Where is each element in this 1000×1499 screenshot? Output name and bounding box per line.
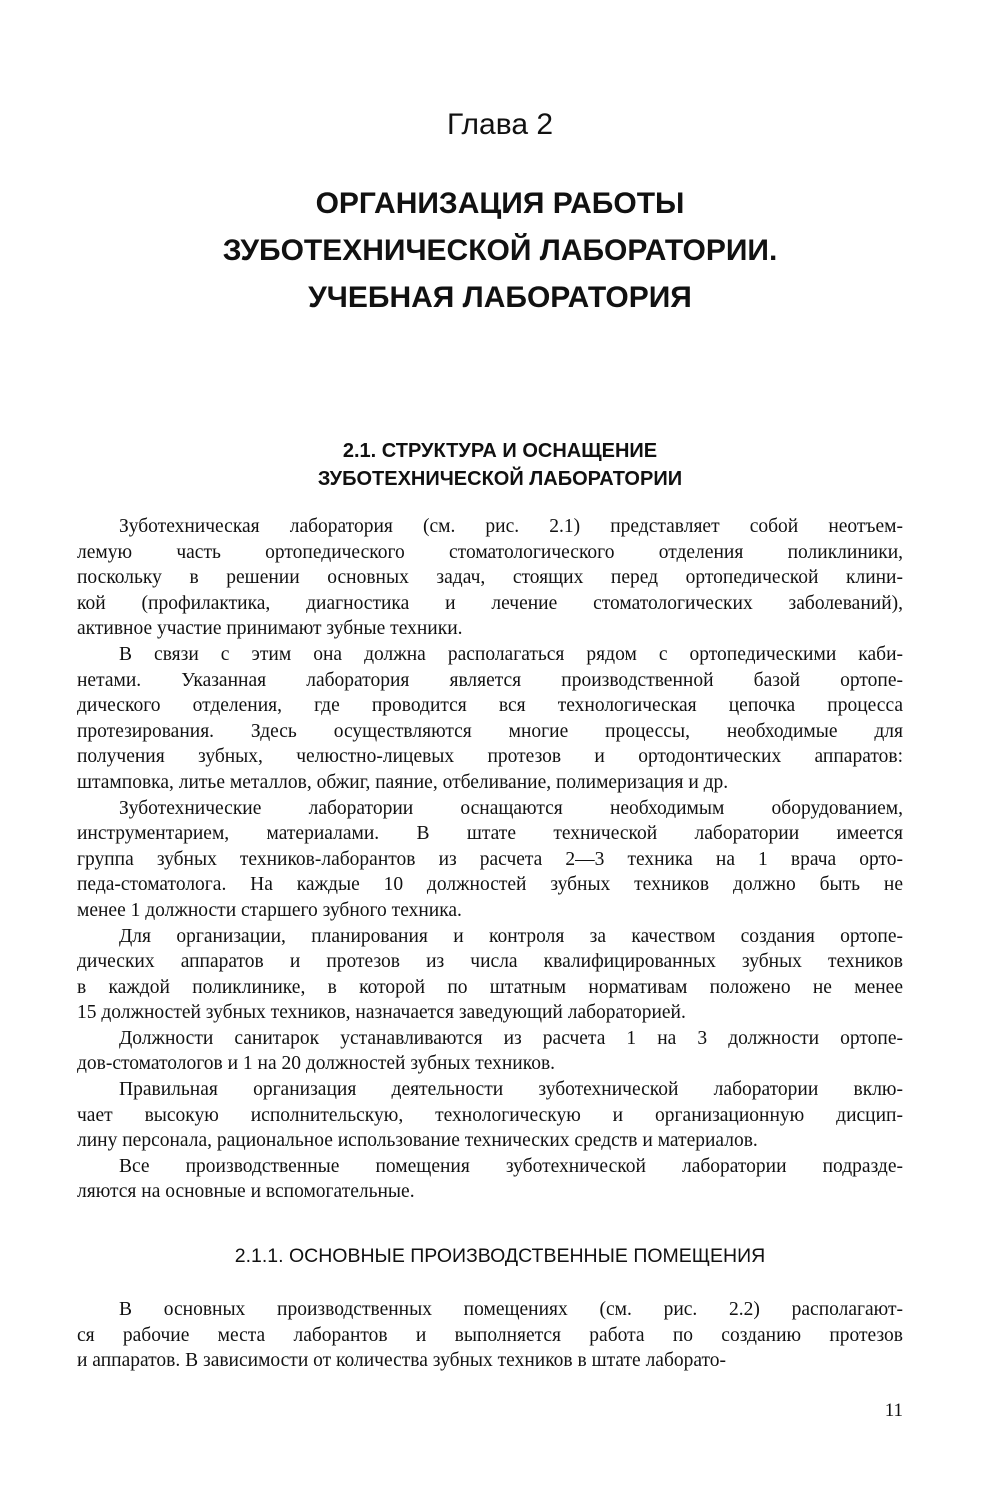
paragraph-line: поскольку в решении основных задач, стоящих перед ортопедической клини-: [77, 567, 903, 589]
paragraph-line: кой (профилактика, диагностика и лечение стоматологических заболеваний),: [77, 592, 903, 614]
paragraph-line: Для организации, планирования и контроля за качеством создания ортопе-: [119, 925, 903, 947]
paragraph-line: ся рабочие места лаборантов и выполняется работа по созданию протезов: [77, 1324, 903, 1346]
paragraph-line: Зуботехнические лаборатории оснащаются необходимым оборудованием,: [119, 797, 903, 819]
paragraph-line: дических аппаратов и протезов из числа квалифицированных зубных техников: [77, 951, 903, 973]
paragraph-line: педа-стоматолога. На каждые 10 должностей зубных техников должно быть не: [77, 874, 903, 896]
chapter-title-line: УЧЕБНАЯ ЛАБОРАТОРИЯ: [308, 281, 692, 314]
paragraph-line: В основных производственных помещениях (см. рис. 2.2) располагают-: [119, 1299, 903, 1320]
paragraph: [77, 1077, 903, 1154]
paragraph-line: инструментарием, материалами. В штате технической лаборатории имеется: [77, 823, 903, 845]
paragraph: [77, 1026, 903, 1077]
paragraph-line: активное участие принимают зубные техники.: [77, 618, 463, 640]
chapter-label: Глава 2: [446, 108, 554, 141]
paragraph-line: лину персонала, рациональное использование технических средств и материалов.: [77, 1130, 758, 1152]
paragraph: [77, 1297, 903, 1374]
paragraph: [77, 642, 903, 796]
chapter-title-line: ЗУБОТЕХНИЧЕСКОЙ ЛАБОРАТОРИИ.: [222, 234, 778, 267]
page-number: 11: [884, 1400, 903, 1421]
paragraph: [77, 924, 903, 1026]
paragraph-line: и аппаратов. В зависимости от количества зубных техников в штате лаборато-: [77, 1350, 727, 1372]
paragraph: [77, 1154, 903, 1205]
paragraph-line: Правильная организация деятельности зуботехнической лаборатории вклю-: [119, 1079, 903, 1101]
paragraph-line: в каждой поликлинике, в которой по штатным нормативам положено не менее: [77, 976, 903, 998]
chapter-title: [0, 180, 1000, 321]
paragraph-line: ляются на основные и вспомогательные.: [77, 1181, 415, 1203]
paragraph-line: дического отделения, где проводится вся технологическая цепочка процесса: [77, 695, 903, 717]
paragraph-line: менее 1 должности старшего зубного техника.: [77, 899, 462, 921]
paragraph-line: дов-стоматологов и 1 на 20 должностей зубных техников.: [77, 1053, 556, 1075]
paragraph: [77, 796, 903, 924]
paragraph-line: получения зубных, челюстно-лицевых протезов и ортодонтических аппаратов:: [77, 746, 903, 768]
subsection-body-text: [77, 1297, 903, 1374]
paragraph-line: Должности санитарок устанавливаются из расчета 1 на 3 должности ортопе-: [119, 1027, 903, 1049]
paragraph-line: В связи с этим она должна располагаться рядом с ортопедическими каби-: [119, 643, 903, 665]
paragraph-line: чает высокую исполнительскую, технологическую и организационную дисцип-: [77, 1104, 903, 1126]
paragraph-line: лемую часть ортопедического стоматологического отделения поликлиники,: [77, 541, 903, 563]
paragraph-line: 15 должностей зубных техников, назначается заведующий лабораторией.: [77, 1002, 686, 1024]
section-title-line: 2.1. СТРУКТУРА И ОСНАЩЕНИЕ: [342, 440, 658, 462]
subsection-title: 2.1.1. ОСНОВНЫЕ ПРОИЗВОДСТВЕННЫЕ ПОМЕЩЕНИЯ: [234, 1245, 766, 1267]
section-title-line: ЗУБОТЕХНИЧЕСКОЙ ЛАБОРАТОРИИ: [317, 468, 683, 490]
paragraph-line: группа зубных техников-лаборантов из расчета 2—3 техника на 1 врача орто-: [77, 848, 903, 870]
paragraph-line: Зуботехническая лаборатория (см. рис. 2.1) представляет собой неотъем-: [119, 516, 903, 537]
section-body-text: [77, 514, 903, 1205]
paragraph-line: протезирования. Здесь осуществляются многие процессы, необходимые для: [77, 720, 903, 742]
chapter-title-line: ОРГАНИЗАЦИЯ РАБОТЫ: [315, 187, 685, 220]
paragraph-line: штамповка, литье металлов, обжиг, паяние, отбеливание, полимеризация и др.: [77, 771, 729, 793]
paragraph-line: Все производственные помещения зуботехнической лаборатории подразде-: [119, 1155, 903, 1177]
paragraph: [77, 514, 903, 642]
section-title: [0, 437, 1000, 493]
paragraph-line: нетами. Указанная лаборатория является производственной базой ортопе-: [77, 669, 903, 691]
